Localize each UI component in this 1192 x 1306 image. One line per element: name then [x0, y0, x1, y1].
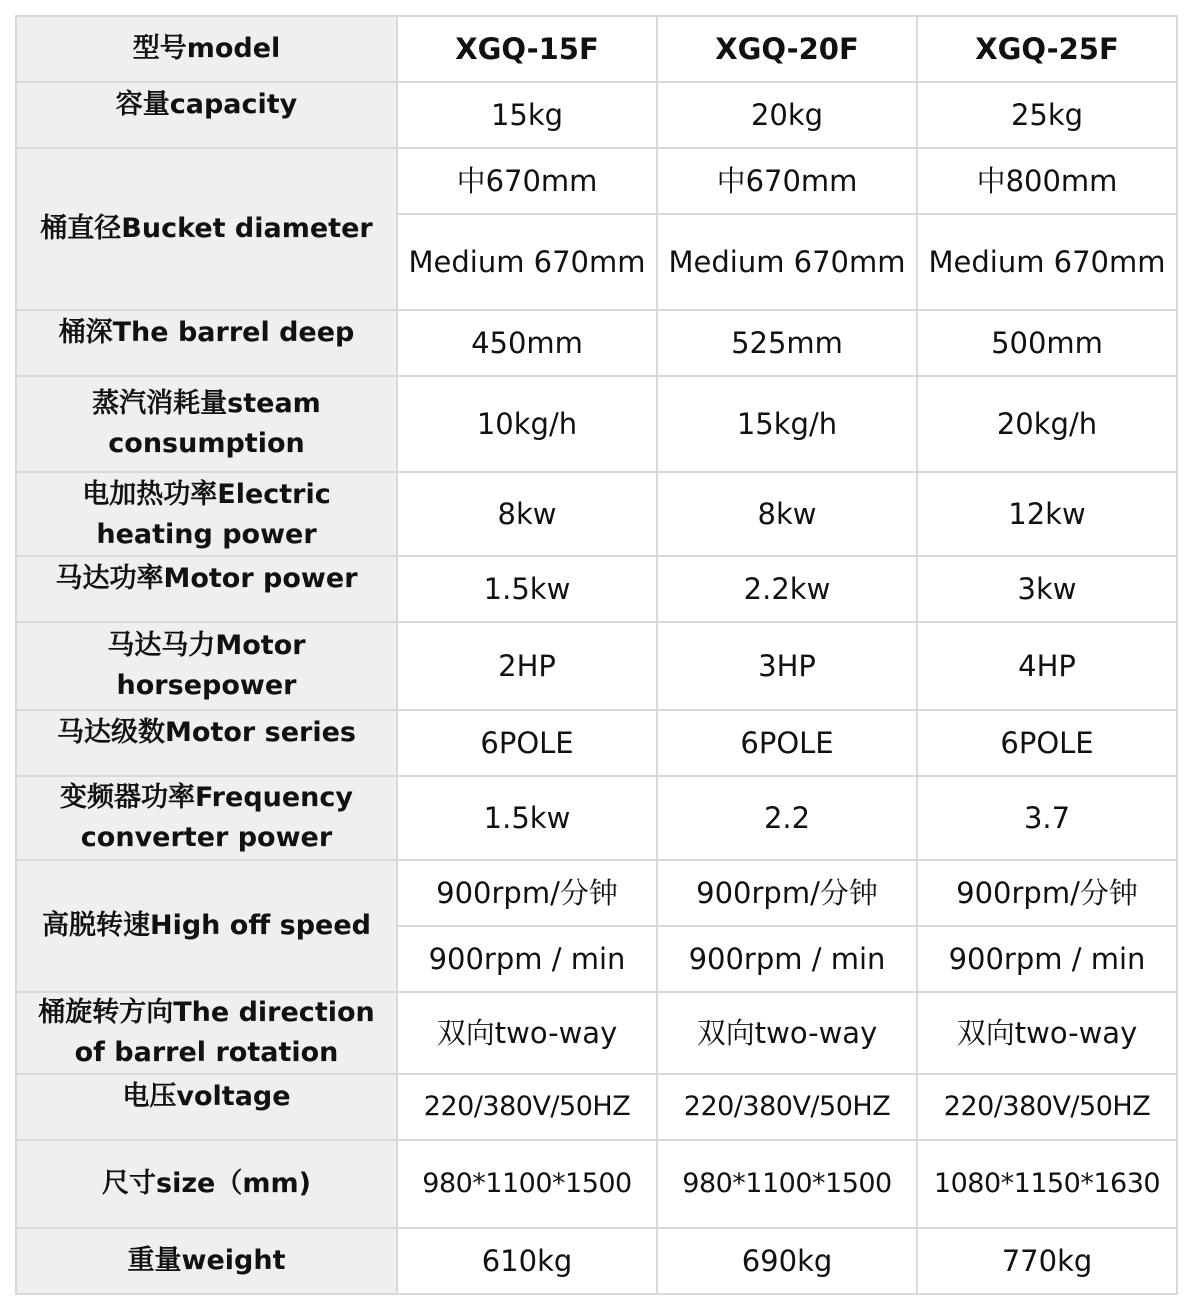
cell-diameter-en: Medium 670mm — [397, 214, 657, 310]
table-row-rotation — [16, 992, 1177, 1074]
cell-rotation: 双向two-way — [657, 992, 917, 1074]
row-label-model: 型号model — [16, 16, 397, 82]
row-label-motor-power: 马达功率Motor power — [16, 556, 397, 622]
cell-diameter-cn: 中800mm — [917, 148, 1177, 214]
cell-speed-cn: 900rpm/分钟 — [657, 860, 917, 926]
cell-series: 6POLE — [657, 710, 917, 776]
row-label-capacity: 容量capacity — [16, 82, 397, 148]
cell-converter: 2.2 — [657, 776, 917, 860]
cell-horsepower: 4HP — [917, 622, 1177, 710]
cell-depth: 500mm — [917, 310, 1177, 376]
cell-motor-power: 3kw — [917, 556, 1177, 622]
row-label-steam: 蒸汽消耗量steam consumption — [16, 376, 397, 472]
cell-heating: 12kw — [917, 472, 1177, 556]
cell-steam: 10kg/h — [397, 376, 657, 472]
cell-voltage: 220/380V/50HZ — [397, 1074, 657, 1140]
model-header: XGQ-15F — [397, 16, 657, 82]
table-row-model — [16, 16, 1177, 82]
cell-capacity: 15kg — [397, 82, 657, 148]
table-row-weight — [16, 1228, 1177, 1294]
cell-size: 980*1100*1500 — [397, 1140, 657, 1228]
row-label-weight: 重量weight — [16, 1228, 397, 1294]
row-label-rotation: 桶旋转方向The direction of barrel rotation — [16, 992, 397, 1074]
cell-weight: 770kg — [917, 1228, 1177, 1294]
row-label-size: 尺寸size（mm) — [16, 1140, 397, 1228]
cell-depth: 525mm — [657, 310, 917, 376]
cell-depth: 450mm — [397, 310, 657, 376]
row-label-heating: 电加热功率Electric heating power — [16, 472, 397, 556]
cell-diameter-en: Medium 670mm — [657, 214, 917, 310]
cell-motor-power: 1.5kw — [397, 556, 657, 622]
cell-heating: 8kw — [657, 472, 917, 556]
cell-size: 980*1100*1500 — [657, 1140, 917, 1228]
table-row-steam — [16, 376, 1177, 472]
cell-speed-en: 900rpm / min — [657, 926, 917, 992]
table-row-horsepower — [16, 622, 1177, 710]
table-row-speed-cn — [16, 860, 1177, 926]
row-label-depth: 桶深The barrel deep — [16, 310, 397, 376]
cell-diameter-cn: 中670mm — [657, 148, 917, 214]
table-row-diameter-cn — [16, 148, 1177, 214]
cell-heating: 8kw — [397, 472, 657, 556]
spec-table — [15, 15, 1178, 1295]
cell-converter: 1.5kw — [397, 776, 657, 860]
cell-steam: 15kg/h — [657, 376, 917, 472]
cell-speed-en: 900rpm / min — [397, 926, 657, 992]
table-row-motor-power — [16, 556, 1177, 622]
cell-horsepower: 3HP — [657, 622, 917, 710]
cell-series: 6POLE — [397, 710, 657, 776]
cell-diameter-en: Medium 670mm — [917, 214, 1177, 310]
table-row-depth — [16, 310, 1177, 376]
table-row-series — [16, 710, 1177, 776]
row-label-speed: 高脱转速High off speed — [16, 860, 397, 992]
cell-speed-en: 900rpm / min — [917, 926, 1177, 992]
cell-speed-cn: 900rpm/分钟 — [397, 860, 657, 926]
table-row-voltage — [16, 1074, 1177, 1140]
table-row-size — [16, 1140, 1177, 1228]
cell-steam: 20kg/h — [917, 376, 1177, 472]
cell-voltage: 220/380V/50HZ — [657, 1074, 917, 1140]
cell-converter: 3.7 — [917, 776, 1177, 860]
cell-horsepower: 2HP — [397, 622, 657, 710]
row-label-horsepower: 马达马力Motor horsepower — [16, 622, 397, 710]
table-row-capacity — [16, 82, 1177, 148]
cell-rotation: 双向two-way — [917, 992, 1177, 1074]
cell-diameter-cn: 中670mm — [397, 148, 657, 214]
cell-weight: 690kg — [657, 1228, 917, 1294]
cell-motor-power: 2.2kw — [657, 556, 917, 622]
row-label-voltage: 电压voltage — [16, 1074, 397, 1140]
cell-capacity: 25kg — [917, 82, 1177, 148]
cell-voltage: 220/380V/50HZ — [917, 1074, 1177, 1140]
row-label-series: 马达级数Motor series — [16, 710, 397, 776]
table-row-converter — [16, 776, 1177, 860]
cell-rotation: 双向two-way — [397, 992, 657, 1074]
row-label-converter: 变频器功率Frequency converter power — [16, 776, 397, 860]
model-header: XGQ-20F — [657, 16, 917, 82]
row-label-diameter: 桶直径Bucket diameter — [16, 148, 397, 310]
model-header: XGQ-25F — [917, 16, 1177, 82]
cell-speed-cn: 900rpm/分钟 — [917, 860, 1177, 926]
cell-size: 1080*1150*1630 — [917, 1140, 1177, 1228]
cell-capacity: 20kg — [657, 82, 917, 148]
table-row-heating — [16, 472, 1177, 556]
cell-series: 6POLE — [917, 710, 1177, 776]
cell-weight: 610kg — [397, 1228, 657, 1294]
